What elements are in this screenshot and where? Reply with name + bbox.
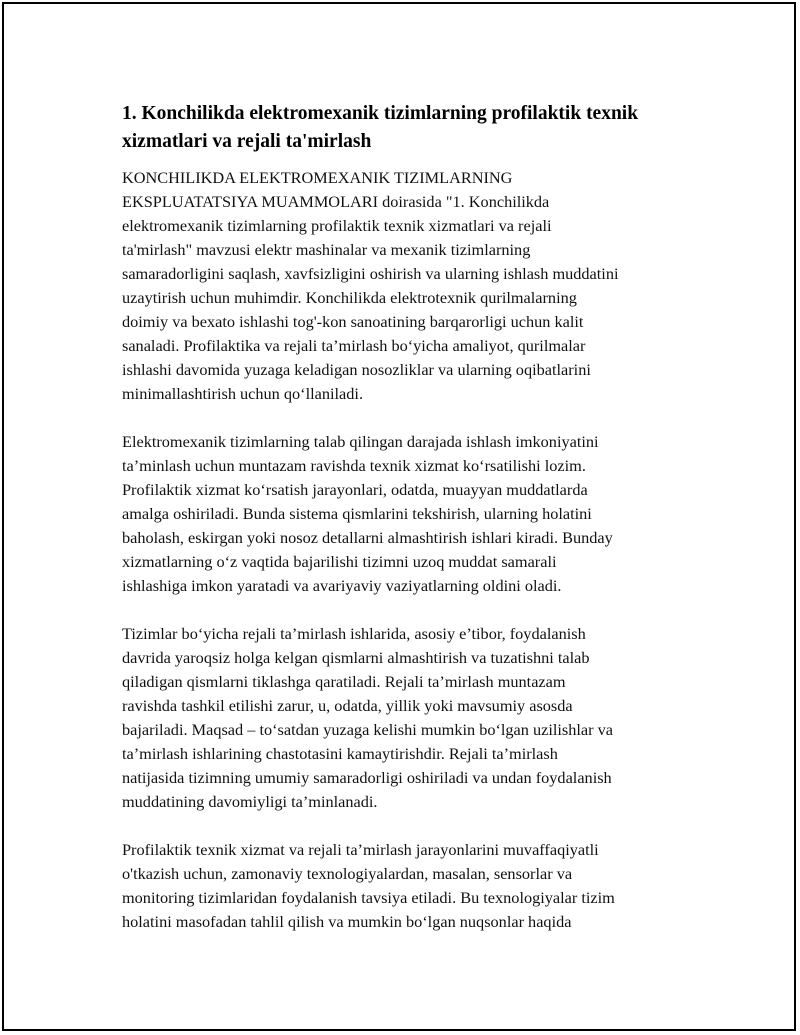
- paragraph-maintenance: Elektromexanik tizimlarning talab qilingan darajada ishlash imkoniyatini ta’minlash uchun muntazam ravishda texnik xizmat ko‘rsatilishi lozim. Profilaktik xizmat ko‘rsatish jarayonlari, odatda, muayyan muddatlarda amalga oshiriladi. Bunda sistema qismlarini tekshirish, ularning holatini baholash, eskirgan yoki nosoz detallarni almashtirish ishlari kiradi. Bunday xizmatlarning o‘z vaqtida bajarilishi tizimni uzoq muddat samarali ishlashiga imkon yaratadi va avariyaviy vaziyatlarning oldini oladi.: [122, 432, 613, 595]
- document-body: [122, 100, 684, 958]
- document-title: 1. Konchilikda elektromexanik tizimlarning profilaktik texnik xizmatlari va rejali ta'mirlash: [122, 103, 639, 152]
- page-frame: [2, 2, 796, 1031]
- paragraph-planned-repair: Tizimlar bo‘yicha rejali ta’mirlash ishlarida, asosiy e’tibor, foydalanish davrida yaroqsiz holga kelgan qismlarni almashtirish va tuzatishni talab qiladigan qismlarni tiklashga qaratiladi. Rejali ta’mirlash muntazam ravishda tashkil etilishi zarur, u, odatda, yillik yoki mavsumiy asosda bajariladi. Maqsad – to‘satdan yuzaga kelishi mumkin bo‘lgan uzilishlar va ta’mirlash ishlarining chastotasini kamaytirishdir. Rejali ta’mirlash natijasida tizimning umumiy samaradorligi oshiriladi va undan foydalanish muddatining davomiyligi ta’minlanadi.: [122, 624, 614, 811]
- paragraph-intro: KONCHILIKDA ELEKTROMEXANIK TIZIMLARNING EKSPLUATATSIYA MUAMMOLARI doirasida "1. Konchilikda elektromexanik tizimlarning profilaktik texnik xizmatlari va rejali ta'mirlash" mavzusi elektr mashinalar va mexanik tizimlarning samaradorligini saqlash, xavfsizligini oshirish va ularning ishlash muddatini uzaytirish uchun muhimdir. Konchilikda elektrotexnik qurilmalarning doimiy va bexato ishlashi tog'-kon sanoatining barqarorligi uchun kalit sanaladi. Profilaktika va rejali ta’mirlash bo‘yicha amaliyot, qurilmalar ishlashi davomida yuzaga keladigan nosozliklar va ularning oqibatlarini minimallashtirish uchun qo‘llaniladi.: [122, 168, 619, 403]
- paragraph-technologies: Profilaktik texnik xizmat va rejali ta’mirlash jarayonlarini muvaffaqiyatli o'tkazish uchun, zamonaviy texnologiyalardan, masalan, sensorlar va monitoring tizimlaridan foydalanish tavsiya etiladi. Bu texnologiyalar tizim holatini masofadan tahlil qilish va mumkin bo‘lgan nuqsonlar haqida: [122, 840, 615, 931]
